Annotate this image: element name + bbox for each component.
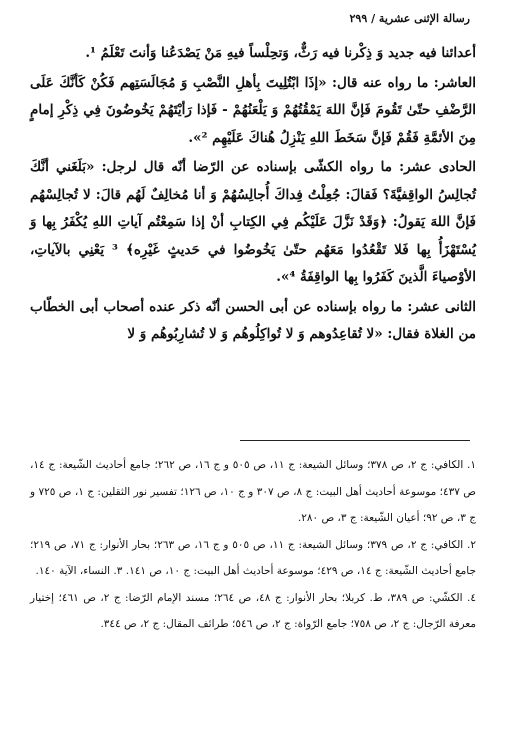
- footnotes: [30, 452, 476, 638]
- paragraph-text: ما رواه عنه قال: «إذَا ابْتُلِيتَ بِأهلِ النَّصْبِ وَ مُجَالَسَتِهم فَكُنْ كَأنَّكَ عَلَى الرَّضْفِ حتّىٰ تَقُومَ فَإنَّ اللهَ يَمْقُتُهُمْ وَ يَلْعَنُهُمْ - فَإذا رَأيْتَهُمْ يَخُوضُونَ فِي ذِكْرِ إمامٍ مِنَ الأئمَّةِ فَقُمْ فَإنَّ سَخَطَ اللهِ يَنْزِلُ هُناكَ عَلَيْهِم ²».: [30, 74, 476, 146]
- paragraph-eleventh: [30, 154, 476, 292]
- paragraph-lead: الحادى عشر:: [399, 159, 476, 175]
- paragraph-lead: الثانى عشر:: [407, 298, 476, 315]
- paragraph-text: ما رواه الكشّى بإسناده عن الرّضا أنّه قال لرجل: «بَلَغَني أنَّكَ تُجالِسُ الواقِفيَّةَ؟ فَقالَ: جُعِلْتُ فِداكَ أُجالِسُهُمْ وَ أنا مُخالِفٌ لَهُم قالَ: لا تُجالِسْهُم فَإنَّ اللهَ يَقولُ: ﴿وَقَدْ نَزَّلَ عَلَيْكُم فِي الكِتابِ أنْ إذا سَمِعْتُم آياتِ اللهِ يُكْفَرُ بِها وَ يُسْتَهْزَأُ بِها فَلا تَقْعُدُوا مَعَهُم حتّىٰ يَخُوضُوا في حَديثٍ غَيْرِه﴾ ³ يَعْنِي بالآياتِ، الأوْصياءَ الَّذينَ كَفَرُوا بِها الواقِفَةُ ⁴».: [30, 159, 476, 285]
- paragraph-continuation: [30, 40, 476, 68]
- paragraph-twelfth: [30, 294, 476, 349]
- paragraph-tenth: [30, 70, 476, 153]
- footnote-separator: [240, 440, 470, 441]
- footnote: ٤. الكشّي: ص ٣٨٩، ط. كربلا؛ بحار الأنوار: ج ٤٨، ص ٢٦٤؛ مسند الإمام الرّضا: ج ٢، ص ٤٦١؛ إختيار معرفة الرّجال: ج ٢، ص ٧٥٨؛ جامع الرّواة: ج ٢، ص ٥٤٦؛ طرائف المقال: ج ٢، ص ٣٤٤.: [30, 591, 476, 630]
- footnote: ١. الكافي: ج ٢، ص ٣٧٨؛ وسائل الشيعة: ج ١١، ص ٥٠٥ و ج ١٦، ص ٢٦٢؛ جامع أحاديث الشّيعة: ج ١٤، ص ٤٣٧؛ موسوعة أحاديث أهل البيت: ج ٨، ص ٣٠٧ و ج ١٠، ص ١٢٦؛ تفسير نور الثقلين: ج ١، ص ٧٢٥ و ج ٣، ص ٩٢؛ أعيان الشّيعة: ج ٣، ص ٢٨٠.: [30, 459, 476, 524]
- paragraph-text: ما رواه بإسناده عن أبى الحسن أنّه ذكر عنده أصحاب أبى الخطّاب من الغلاة فقال: «لا تُقاعِدُوهم وَ لا تُواكِلُوهُم وَ لا تُشارِبُوهُم وَ لا: [30, 298, 476, 342]
- paragraph-text: أعدائنا فيه جديد وَ ذِكْرنا فيه رَثٌّ، وَتحِلْساً فيهِ مَنْ يَصْدَعُنا وَأنتَ تَعْلَمُ ¹.: [85, 45, 476, 61]
- footnote: ٢. الكافي: ج ٢، ص ٣٧٩؛ وسائل الشيعة: ج ١١، ص ٥٠٥ و ج ١٦، ص ٢٦٣؛ بحار الأنوار: ج ٧١، ص ٢١٩؛ جامع أحاديث الشّيعة: ج ١٤، ص ٤٢٩؛ موسوعة أحاديث أهل البيت: ج ١٠، ص ١٤١. ٣. النساء، الآية ١٤٠.: [30, 538, 476, 577]
- main-text: [30, 40, 476, 351]
- paragraph-lead: العاشر:: [433, 74, 476, 91]
- running-head: رسالة الإثنى عشرية / ٢٩٩: [349, 12, 470, 25]
